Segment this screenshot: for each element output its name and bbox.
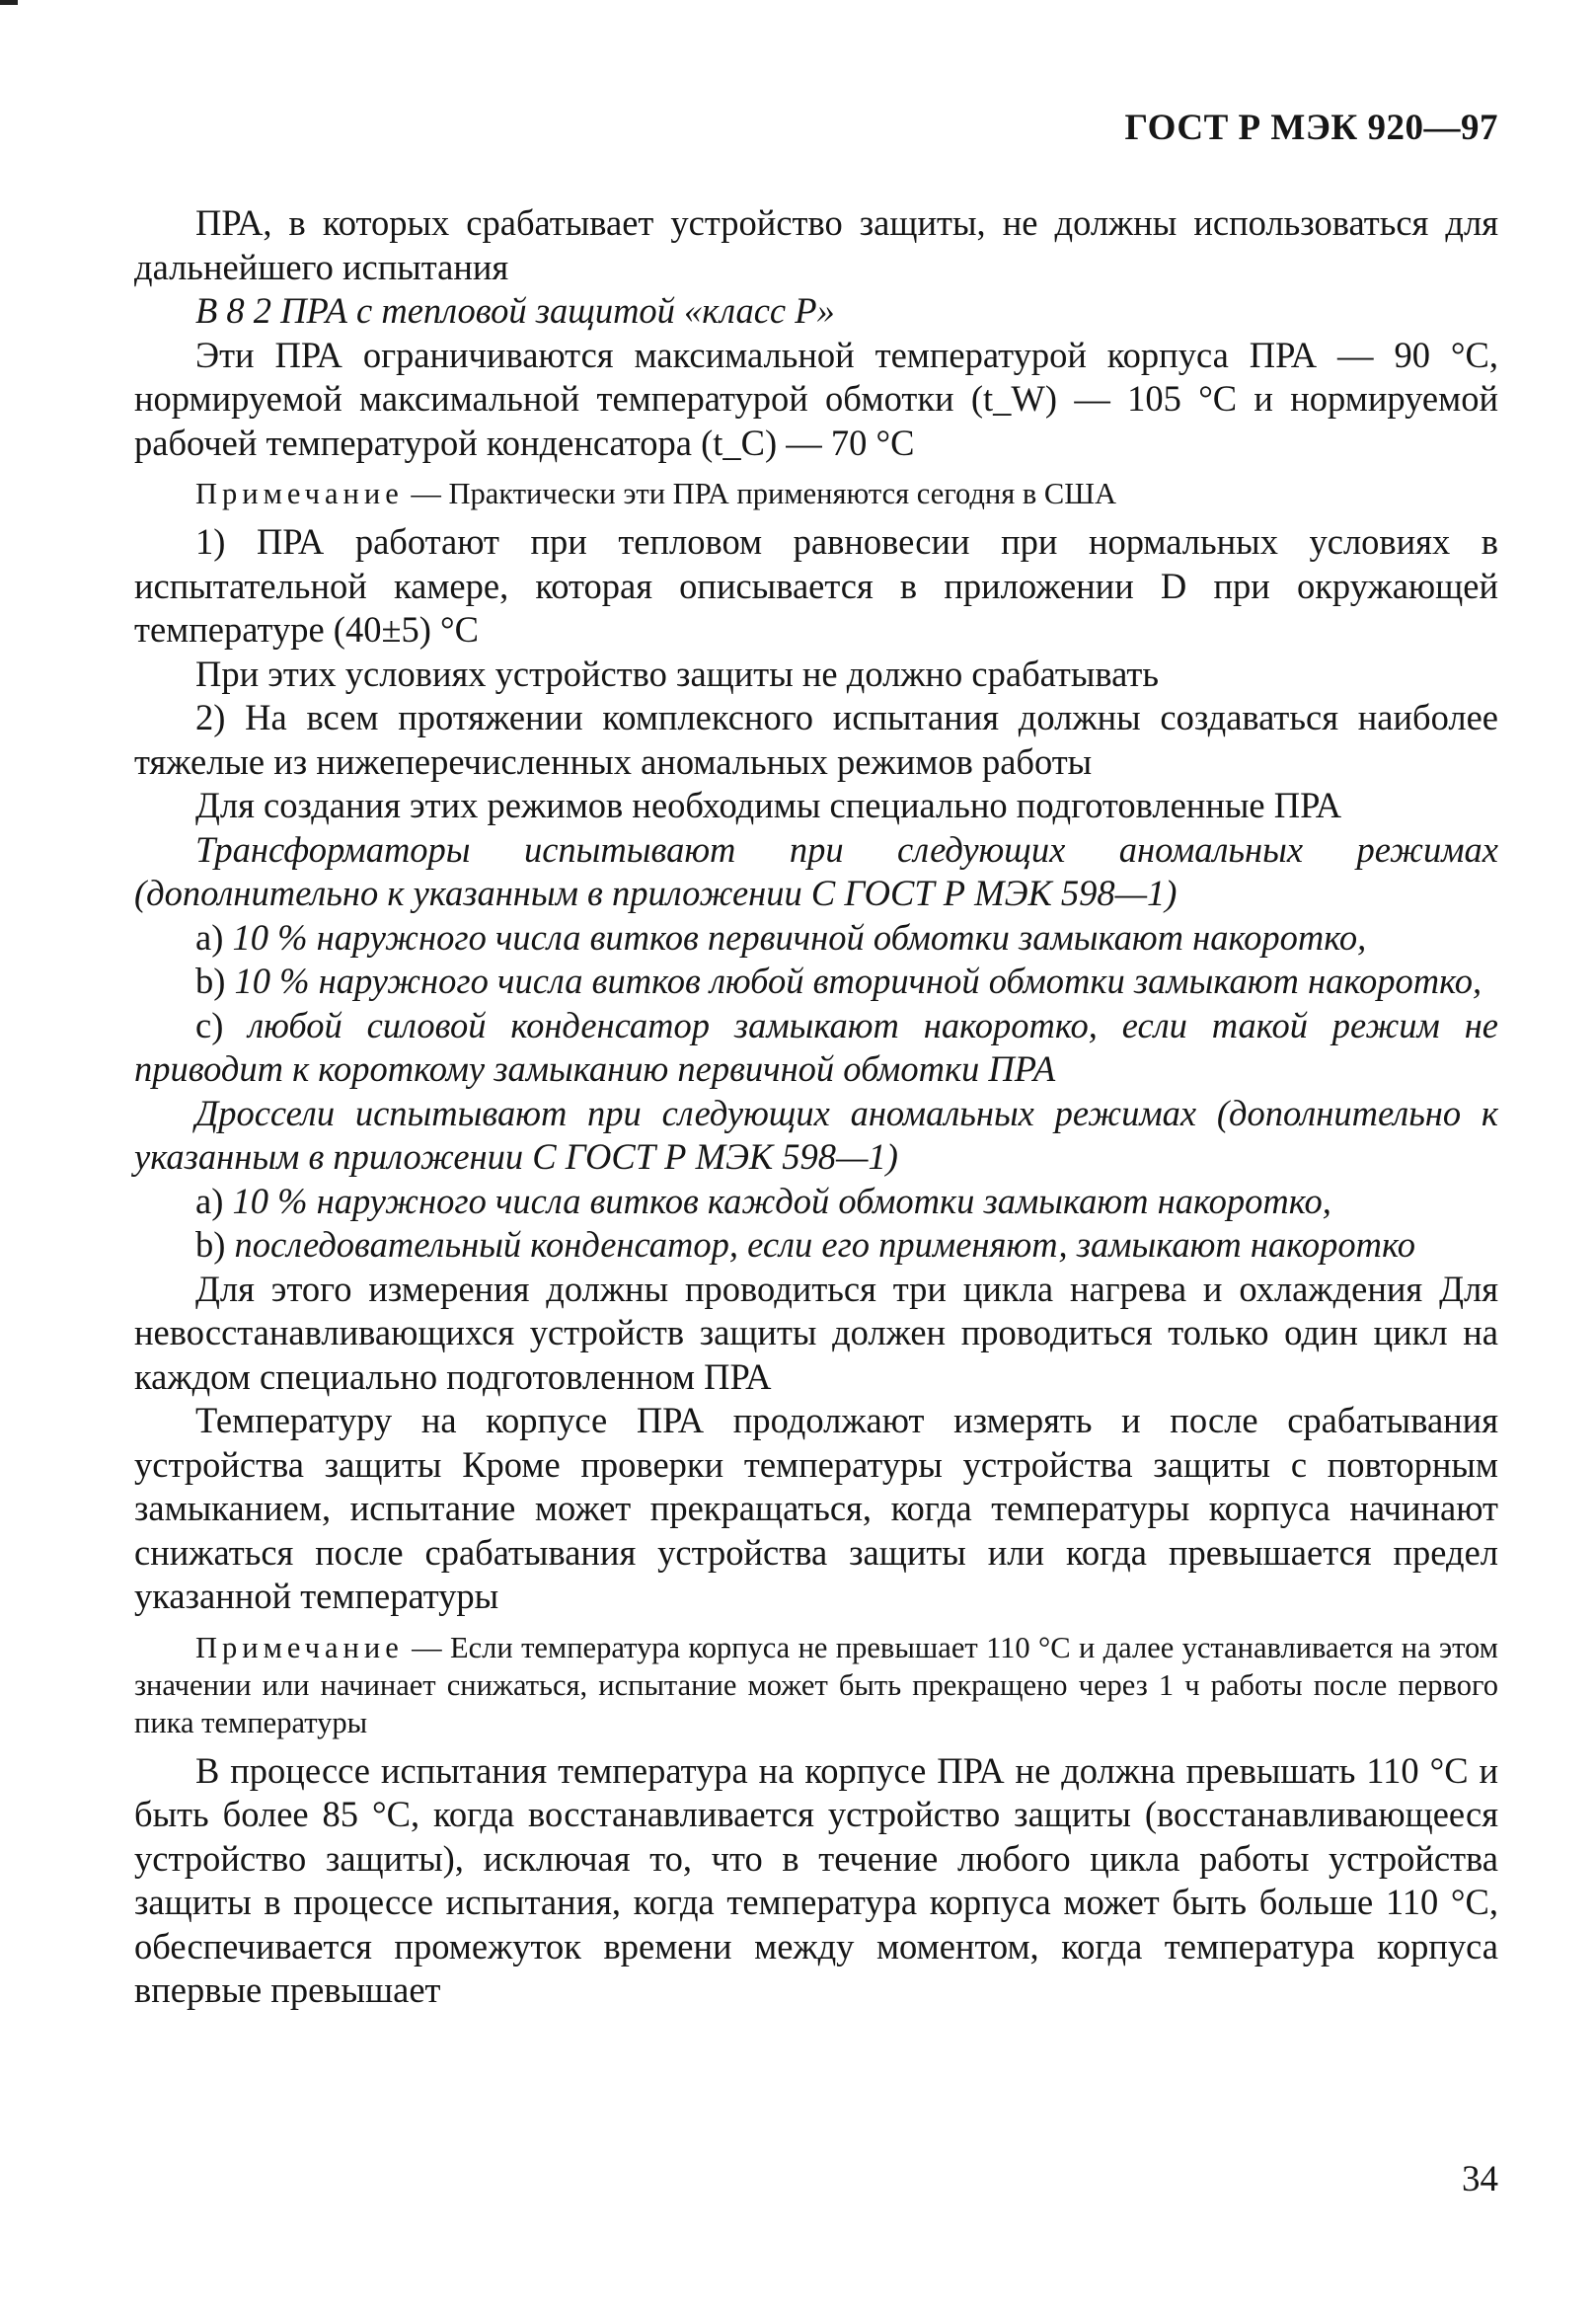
paragraph: 2) На всем протяжении комплексного испытания должны создаваться наиболее тяжелые из нижеперечисленных аномальных режимов работы <box>134 697 1498 782</box>
paragraph-italic: Дроссели испытывают при следующих аномальных режимах (дополнительно к указанным в приложении С ГОСТ Р МЭК 598—1) <box>134 1092 1498 1177</box>
paragraph: 1) ПРА работают при тепловом равновесии при нормальных условиях в испытательной камере, которая описывается в приложении D при окружающей температуре (40±5) °С <box>134 521 1498 650</box>
paragraph: В процессе испытания температура на корпусе ПРА не должна превышать 110 °С и быть более 85 °С, когда восстанавливается устройство защиты (восстанавливающееся устройство защиты), исключая то, что в течение любого цикла работы устройства защиты в процессе испытания, когда температура корпуса может быть больше 110 °С, обеспечивается промежуток времени между моментом, когда температура корпуса впервые превышает <box>134 1749 1498 2010</box>
note-label: Примечание <box>195 477 404 510</box>
note <box>134 1629 1498 1741</box>
list-marker: с) <box>195 1004 224 1045</box>
paragraph: Температуру на корпусе ПРА продолжают измерять и после срабатывания устройства защиты Кроме проверки температуры устройства защиты с повторным замыканием, испытание может прекращаться, когда температуры корпуса начинают снижаться после срабатывания устройства защиты или когда превышается предел указанной температуры <box>134 1400 1498 1616</box>
document-body <box>134 201 1498 2013</box>
section-heading: В 8 2 ПРА с тепловой защитой «класс Р» <box>195 290 835 331</box>
note-text: — Практически эти ПРА применяются сегодня в США <box>403 477 1117 510</box>
document-header: ГОСТ Р МЭК 920—97 <box>1124 108 1498 148</box>
list-marker: b) <box>195 961 226 1001</box>
list-text: 10 % наружного числа витков первичной обмотки замыкают накоротко, <box>223 916 1367 958</box>
list-text: 10 % наружного числа витков любой вторичной обмотки замыкают накоротко, <box>225 961 1482 1001</box>
list-item <box>134 1004 1498 1092</box>
list-text: 10 % наружного числа витков каждой обмотки замыкают накоротко, <box>223 1180 1331 1221</box>
note-label: Примечание <box>195 1630 404 1664</box>
list-item <box>134 1223 1498 1268</box>
paragraph-italic: Трансформаторы испытывают при следующих аномальных режимах (дополнительно к указанным в приложении С ГОСТ Р МЭК 598—1) <box>134 828 1498 913</box>
list-item <box>134 916 1498 961</box>
paragraph: Для создания этих режимов необходимы специально подготовленные ПРА <box>195 785 1342 825</box>
paragraph: ПРА, в которых срабатывает устройство защиты, не должны использоваться для дальнейшего испытания <box>134 202 1498 287</box>
list-marker: а) <box>195 916 224 958</box>
note-text: — Если температура корпуса не превышает 110 °С и далее устанавливается на этом значении или начинает снижаться, испытание может быть прекращено через 1 ч работы после первого пика температуры <box>134 1630 1498 1739</box>
note <box>134 475 1498 512</box>
list-text: любой силовой конденсатор замыкают накоротко, если такой режим не приводит к короткому замыканию первичной обмотки ПРА <box>134 1004 1498 1089</box>
page-number: 34 <box>1462 2159 1498 2199</box>
paragraph: Эти ПРА ограничиваются максимальной температурой корпуса ПРА — 90 °С, нормируемой максимальной температурой обмотки (t_W) — 105 °С и нормируемой рабочей температурой конденсатора (t_C) — 70 °С <box>134 334 1498 463</box>
list-item <box>134 1180 1498 1224</box>
paragraph: Для этого измерения должны проводиться три цикла нагрева и охлаждения Для невосстанавливающихся устройств защиты должен проводиться только один цикл на каждом специально подготовленном ПРА <box>134 1268 1498 1397</box>
list-item <box>134 960 1498 1004</box>
list-marker: b) <box>195 1224 226 1265</box>
list-text: последовательный конденсатор, если его применяют, замыкают накоротко <box>225 1224 1415 1265</box>
list-marker: а) <box>195 1180 224 1221</box>
paragraph: При этих условиях устройство защиты не должно срабатывать <box>195 653 1159 694</box>
scan-corner-mark <box>0 0 18 5</box>
